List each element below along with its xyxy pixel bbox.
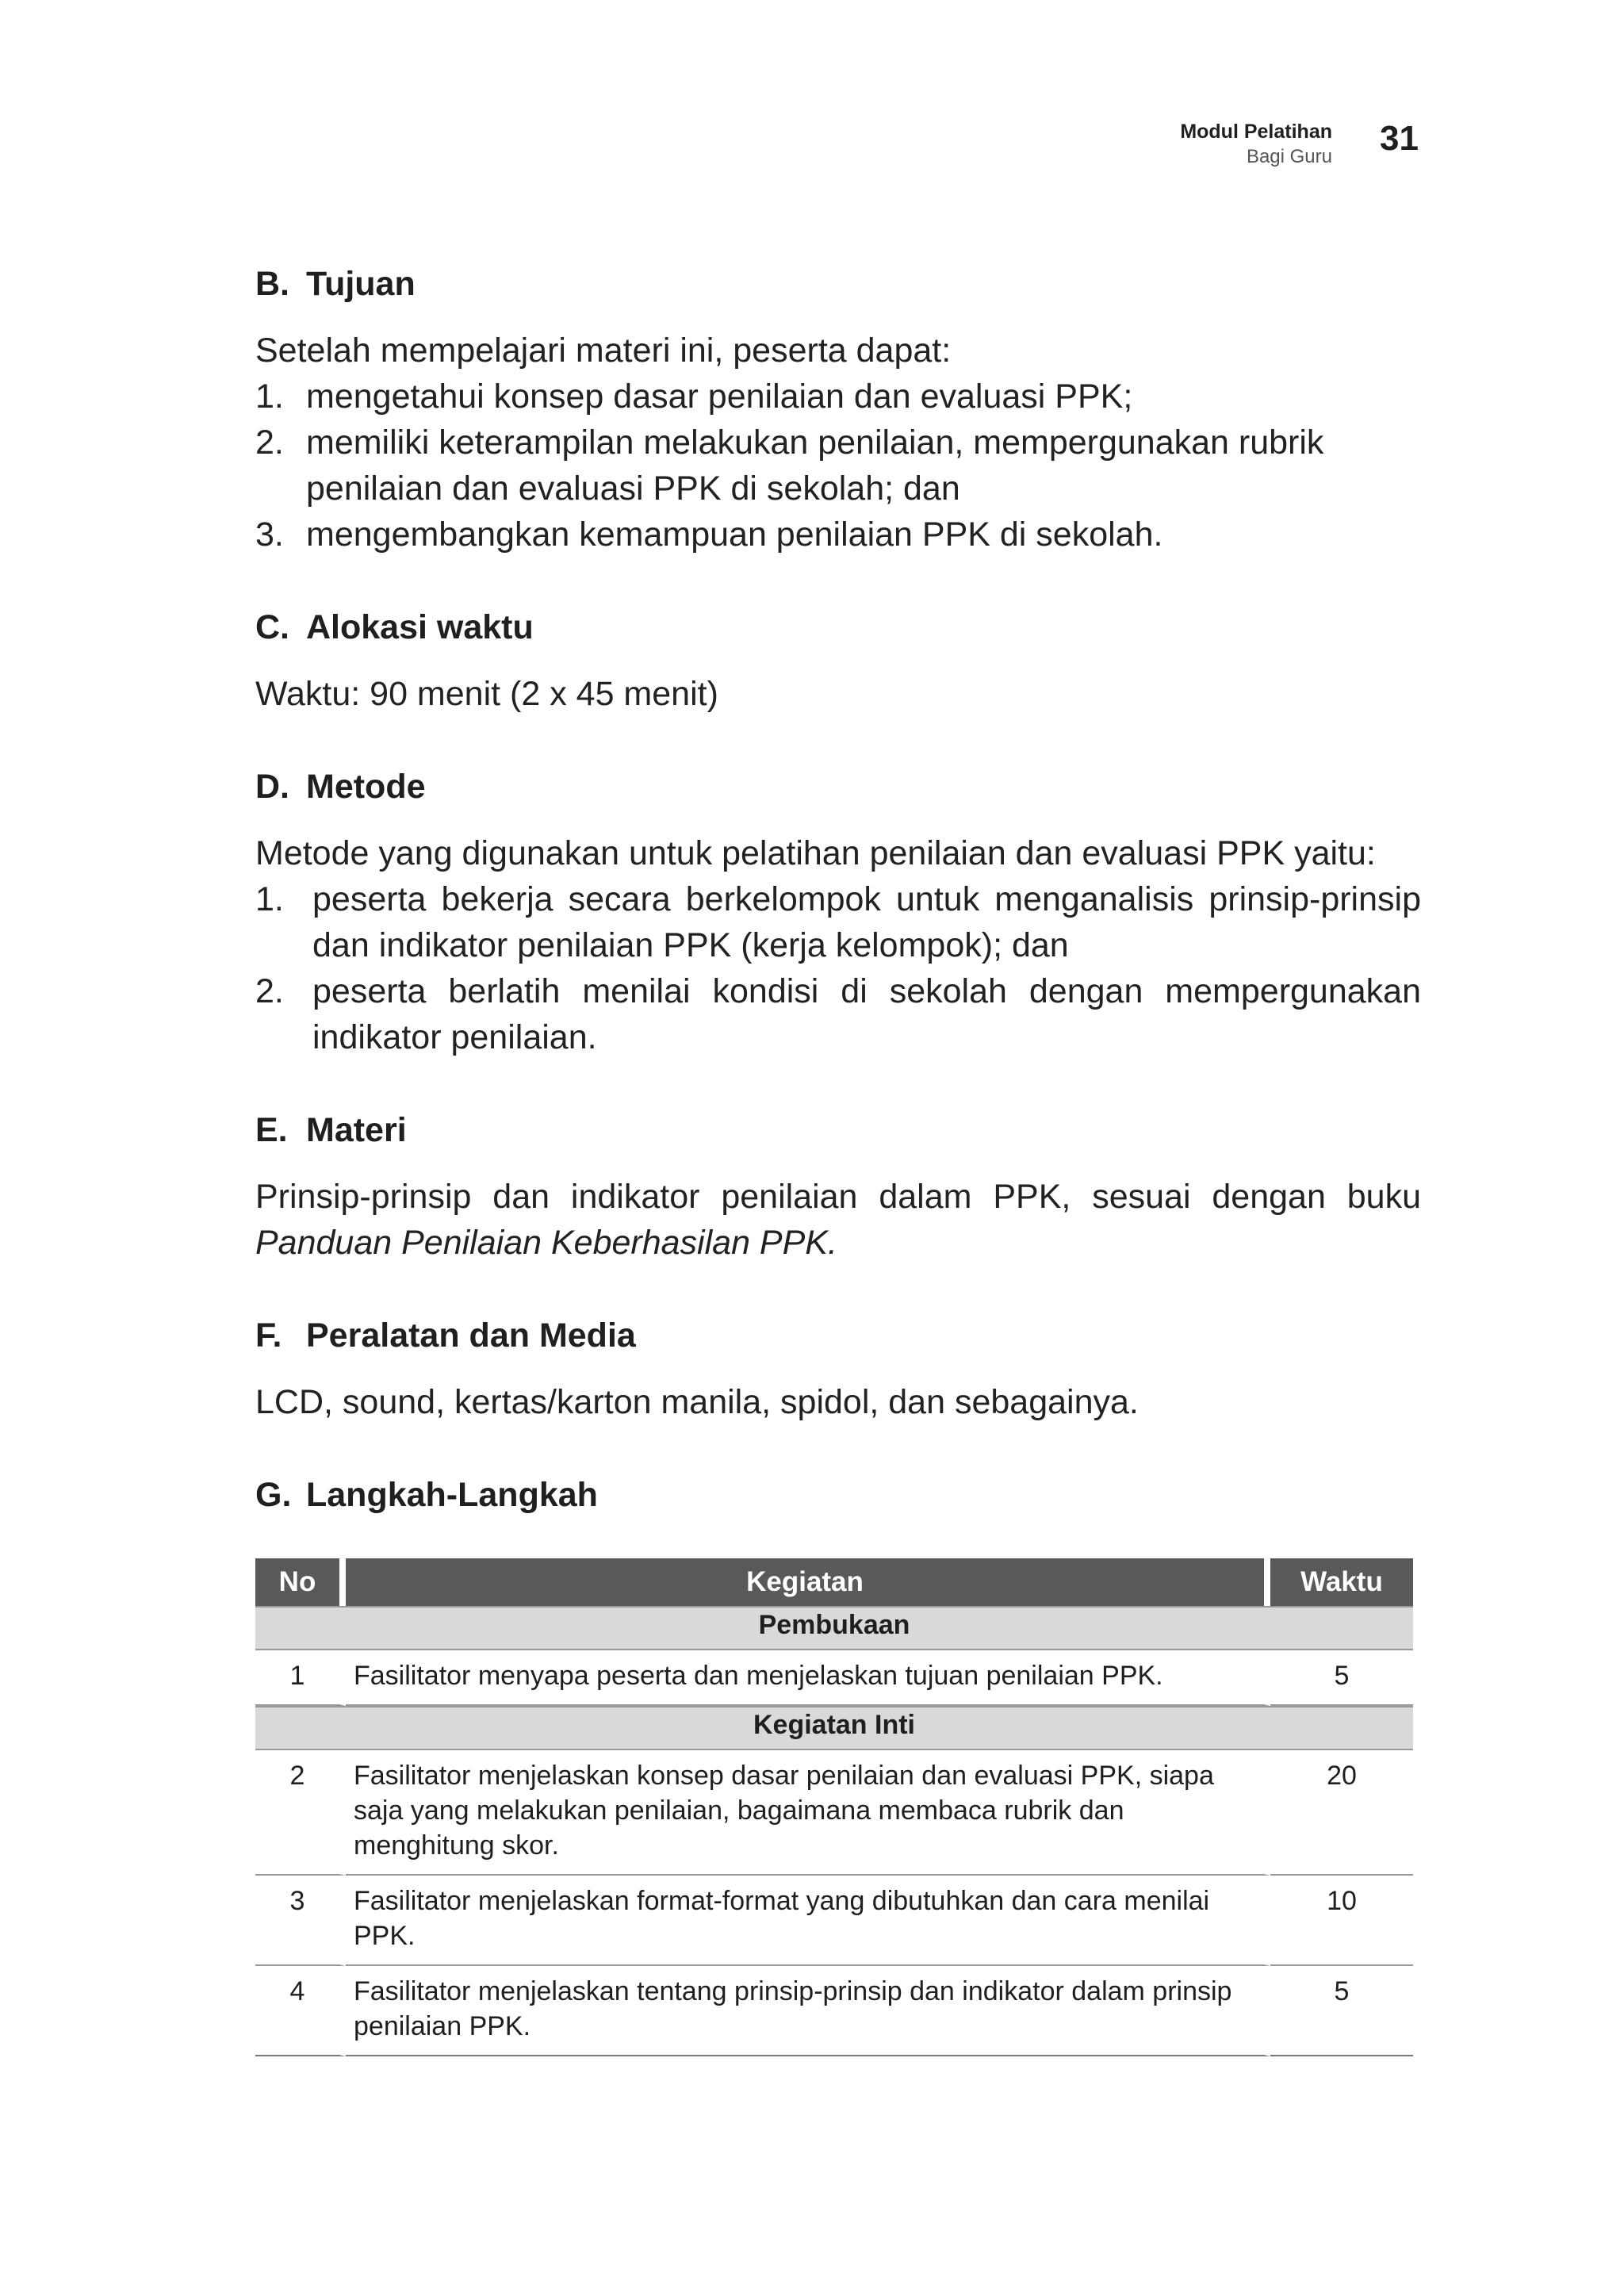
tujuan-intro: Setelah mempelajari materi ini, peserta dapat: <box>255 331 952 370</box>
header-no: No <box>255 1558 346 1606</box>
list-item <box>255 512 1421 558</box>
table-row <box>255 1966 1413 2056</box>
section-letter: G. <box>255 1476 292 1514</box>
page-content <box>255 262 1421 2056</box>
cell-waktu: 5 <box>1270 1650 1413 1706</box>
cell-waktu: 10 <box>1270 1876 1413 1966</box>
module-title: Modul Pelatihan <box>1180 121 1332 143</box>
list-number: 2. <box>255 423 284 462</box>
cell-waktu: 5 <box>1270 1966 1413 2056</box>
list-text: mengembangkan kemampuan penilaian PPK di sekolah. <box>306 515 1163 554</box>
section-letter: D. <box>255 768 289 806</box>
metode-list <box>255 876 1421 1060</box>
header-waktu: Waktu <box>1270 1558 1413 1606</box>
section-letter: B. <box>255 265 289 303</box>
cell-no: 4 <box>255 1966 346 2056</box>
cell-waktu: 20 <box>1270 1750 1413 1876</box>
peralatan-text: LCD, sound, kertas/karton manila, spidol, dan sebagainya. <box>255 1383 1139 1421</box>
section-heading-metode <box>255 765 1421 809</box>
langkah-table <box>255 1558 1413 2056</box>
section-letter: C. <box>255 608 289 646</box>
metode-intro: Metode yang digunakan untuk pelatihan penilaian dan evaluasi PPK yaitu: <box>255 834 1376 872</box>
section-heading-tujuan <box>255 262 1421 306</box>
section-title: Materi <box>306 1111 407 1149</box>
list-number: 3. <box>255 515 284 554</box>
list-item <box>255 968 1421 1060</box>
group-row <box>255 1706 1413 1750</box>
group-label-kegiatan-inti: Kegiatan Inti <box>255 1706 1413 1750</box>
table-row <box>255 1650 1413 1706</box>
section-title: Tujuan <box>306 265 416 303</box>
cell-kegiatan: Fasilitator menjelaskan konsep dasar penilaian dan evaluasi PPK, siapa saja yang melakukan penilaian, bagaimana membaca rubrik dan menghitung skor. <box>346 1750 1270 1876</box>
group-label-pembukaan: Pembukaan <box>255 1606 1413 1650</box>
section-heading-alokasi-waktu <box>255 605 1421 650</box>
cell-no: 2 <box>255 1750 346 1876</box>
section-title: Langkah-Langkah <box>306 1476 598 1514</box>
section-title: Metode <box>306 768 426 806</box>
section-letter: E. <box>255 1111 288 1149</box>
list-number: 1. <box>255 880 284 918</box>
table-row <box>255 1876 1413 1966</box>
tujuan-list <box>255 374 1421 558</box>
section-heading-peralatan <box>255 1313 1421 1358</box>
list-item <box>255 374 1421 420</box>
list-item <box>255 876 1421 968</box>
section-letter: F. <box>255 1316 282 1355</box>
module-subtitle: Bagi Guru <box>1246 146 1332 167</box>
table-header-row <box>255 1558 1413 1606</box>
cell-kegiatan: Fasilitator menjelaskan format-format yang dibutuhkan dan cara menilai PPK. <box>346 1876 1270 1966</box>
list-text: peserta berlatih menilai kondisi di sekolah dengan mempergunakan indikator penilaian. <box>312 972 1421 1056</box>
cell-no: 3 <box>255 1876 346 1966</box>
group-row <box>255 1606 1413 1650</box>
list-text: mengetahui konsep dasar penilaian dan evaluasi PPK; <box>306 377 1133 416</box>
list-item <box>255 420 1421 512</box>
cell-no: 1 <box>255 1650 346 1706</box>
list-number: 2. <box>255 972 284 1010</box>
section-heading-materi <box>255 1108 1421 1152</box>
alokasi-waktu-text: Waktu: 90 menit (2 x 45 menit) <box>255 675 718 713</box>
list-text: peserta bekerja secara berkelompok untuk menganalisis prinsip-prinsip dan indikator penilaian PPK (kerja kelompok); dan <box>312 880 1421 964</box>
section-title: Peralatan dan Media <box>306 1316 636 1355</box>
materi-body: Prinsip-prinsip dan indikator penilaian dalam PPK, sesuai dengan buku <box>255 1178 1421 1216</box>
header-kegiatan: Kegiatan <box>346 1558 1270 1606</box>
list-text: memiliki keterampilan melakukan penilaian, mempergunakan rubrik penilaian dan evaluasi PPK di sekolah; dan <box>306 423 1324 508</box>
list-number: 1. <box>255 377 284 416</box>
section-heading-langkah <box>255 1473 1421 1517</box>
page-number: 31 <box>1380 119 1419 158</box>
cell-kegiatan: Fasilitator menjelaskan tentang prinsip-prinsip dan indikator dalam prinsip penilaian PPK. <box>346 1966 1270 2056</box>
book-title: Panduan Penilaian Keberhasilan PPK. <box>255 1224 837 1262</box>
section-title: Alokasi waktu <box>306 608 534 646</box>
running-head <box>1180 119 1332 170</box>
cell-kegiatan: Fasilitator menyapa peserta dan menjelaskan tujuan penilaian PPK. <box>346 1650 1270 1706</box>
materi-text <box>255 1174 1421 1266</box>
table-row <box>255 1750 1413 1876</box>
